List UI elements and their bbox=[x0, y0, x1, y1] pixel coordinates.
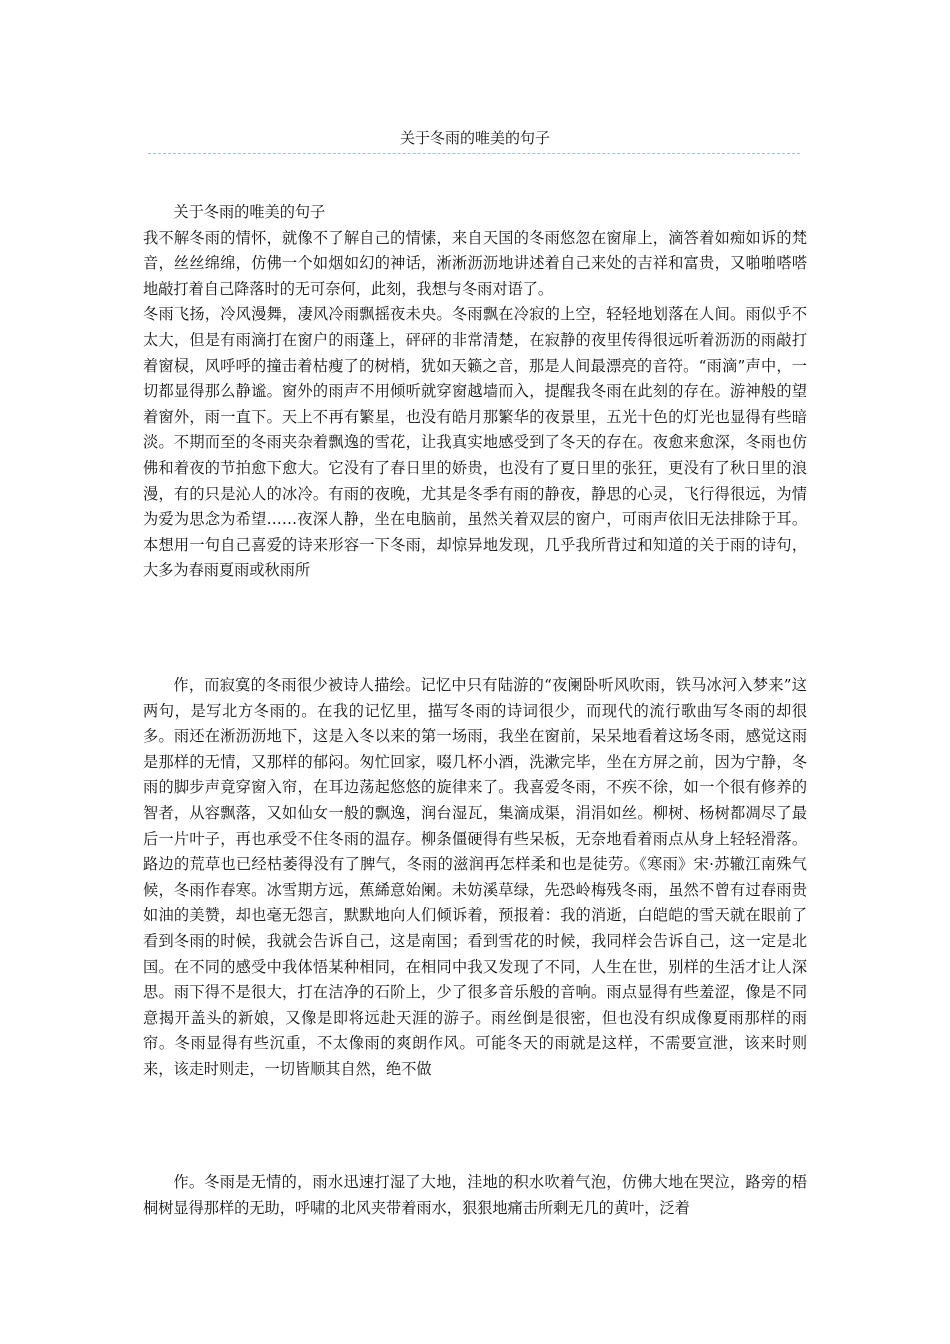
content-block-3 bbox=[143, 1170, 807, 1221]
section-heading: 关于冬雨的唯美的句子 bbox=[173, 203, 326, 221]
paragraph: 作，而寂寞的冬雨很少被诗人描绘。记忆中只有陆游的“夜阑卧听风吹雨，铁马冰河入梦来”这两句，是写北方冬雨的。在我的记忆里，描写冬雨的诗词很少，而现代的流行歌曲写冬雨的却很多。雨还在淅沥沥地下，这是入冬以来的第一场雨，我坐在窗前，呆呆地看着这场冬雨，感觉这雨是那样的无情，又那样的郁闷。匆忙回家，啜几杯小酒，洗漱完毕，坐在方屏之前，因为宁静，冬雨的脚步声竟穿窗入帘，在耳边荡起悠悠的旋律来了。我喜爱冬雨，不疾不徐，如一个很有修养的智者，从容飘落，又如仙女一般的飘逸，润台湿瓦，集滴成渠，涓涓如丝。柳树、杨树都凋尽了最后一片叶子，再也承受不住冬雨的温存。柳条僵硬得有些呆板，无奈地看着雨点从身上轻轻滑落。路边的荒草也已经枯萎得没有了脾气，冬雨的滋润再怎样柔和也是徒劳。《寒雨》宋·苏辙江南殊气候，冬雨作春寒。冰雪期方远，蕉絺意始阑。未妨溪草绿，先恐岭梅残冬雨，虽然不曾有过春雨贵如油的美赞，却也毫无怨言，默默地向人们倾诉着，预报着：我的消逝，白皑皑的雪天就在眼前了看到冬雨的时候，我就会告诉自己，这是南国；看到雪花的时候，我同样会告诉自己，这一定是北国。在不同的感受中我体悟某种相同，在相同中我又发现了不同，人生在世，别样的生活才让人深思。雨下得不是很大，打在洁净的石阶上，少了很多音乐般的音响。雨点显得有些羞涩，像是不同意揭开盖头的新娘，又像是即将远赴天涯的游子。雨丝倒是很密，但也没有织成像夏雨那样的雨帘。冬雨显得有些沉重，不太像雨的爽朗作风。可能冬天的雨就是这样，不需要宣泄，该来时则来，该走时则走，一切皆顺其自然，绝不做 bbox=[143, 676, 807, 1078]
paragraph: 冬雨飞扬，冷风漫舞，凄风冷雨飘摇夜未央。冬雨飘在冷寂的上空，轻轻地划落在人间。雨似乎不太大，但是有雨滴打在窗户的雨蓬上，砰砰的非常清楚，在寂静的夜里传得很远听着沥沥的雨敲打着窗棂，风呼呼的撞击着枯瘦了的树梢，犹如天籁之音，那是人间最漂亮的音符。“雨滴”声中，一切都显得那么静谧。窗外的雨声不用倾听就穿窗越墙而入，提醒我冬雨在此刻的存在。游神般的望着窗外，雨一直下。天上不再有繁星，也没有皓月那繁华的夜景里，五光十色的灯光也显得有些暗淡。不期而至的冬雨夹杂着飘逸的雪花，让我真实地感受到了冬天的存在。夜愈来愈深，冬雨也仿佛和着夜的节拍愈下愈大。它没有了春日里的娇贵，也没有了夏日里的张狂，更没有了秋日里的浪漫，有的只是沁人的冰冷。有雨的夜晚，尤其是冬季有雨的静夜，静思的心灵，飞行得很远，为情为爱为思念为希望……夜深人静，坐在电脑前，虽然关着双层的窗户，可雨声依旧无法排除于耳。本想用一句自己喜爱的诗来形容一下冬雨，却惊异地发现，几乎我所背过和知道的关于雨的诗句，大多为春雨夏雨或秋雨所 bbox=[143, 305, 807, 580]
paragraph: 我不解冬雨的情怀，就像不了解自己的情愫，来自天国的冬雨悠忽在窗扉上，滴答着如痴如诉的梵音，丝丝绵绵，仿佛一个如烟如幻的神话，淅淅沥沥地讲述着自己来处的吉祥和富贵，又啪啪嗒嗒地敲打着自己降落时的无可奈何，此刻，我想与冬雨对语了。 bbox=[143, 228, 807, 298]
paragraph: 作。冬雨是无情的，雨水迅速打湿了大地，洼地的积水吹着气泡，仿佛大地在哭泣，路旁的梧桐树显得那样的无助，呼啸的北风夹带着雨水，狠狠地痛击所剩无几的黄叶，泛着 bbox=[143, 1173, 807, 1217]
title-divider bbox=[148, 153, 800, 154]
content-block-2 bbox=[143, 673, 807, 1083]
content-block-1 bbox=[143, 200, 807, 584]
document-title: 关于冬雨的唯美的句子 bbox=[399, 129, 550, 147]
